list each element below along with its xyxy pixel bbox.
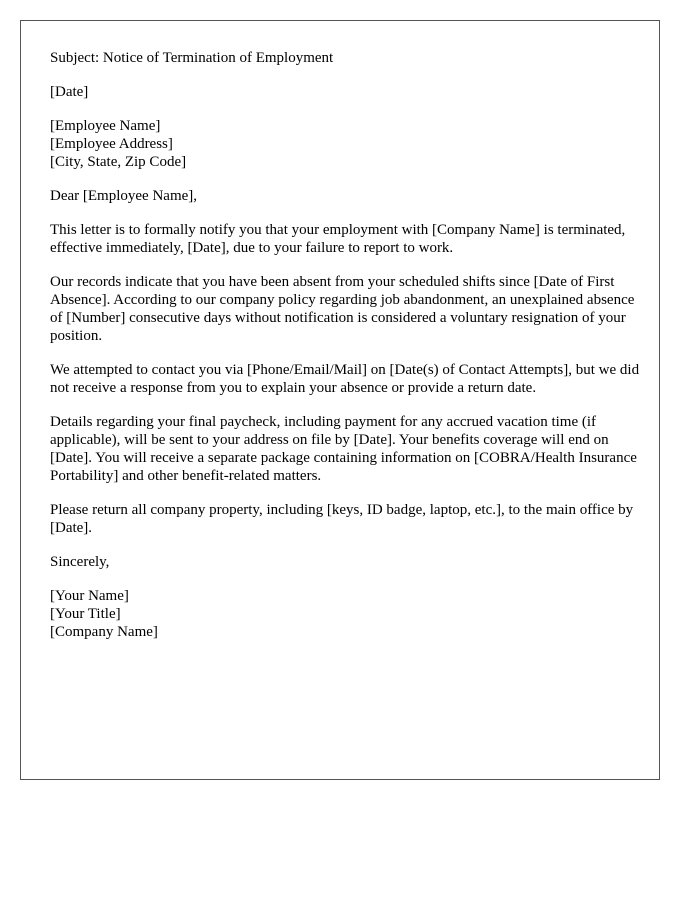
letter-body xyxy=(50,49,640,657)
paragraph-final-pay: Details regarding your final paycheck, including payment for any accrued vacation time (if applicable), will be sent to your address on file by [Date]. Your benefits coverage will end on [Date]. You will receive a separate package containing information on [COBRA/Health Insurance Portability] and other benefit-related matters. xyxy=(50,414,637,484)
signature-company: [Company Name] xyxy=(50,624,158,640)
paragraph-records: Our records indicate that you have been absent from your scheduled shifts since [Date of First Absence]. According to our company policy regarding job abandonment, an unexplained absence of [Number] consecutive days without notification is considered a voluntary resignation of your position. xyxy=(50,274,635,344)
salutation: Dear [Employee Name], xyxy=(50,188,198,204)
signature-name: [Your Name] xyxy=(50,588,129,604)
paragraph-contact-attempts: We attempted to contact you via [Phone/Email/Mail] on [Date(s) of Contact Attempts], but we did not receive a response from you to explain your absence or provide a return date. xyxy=(50,362,640,396)
letter-date: [Date] xyxy=(50,84,89,100)
signature-block xyxy=(50,587,640,641)
recipient-block xyxy=(50,117,640,171)
paragraph-return-property: Please return all company property, including [keys, ID badge, laptop, etc.], to the main office by [Date]. xyxy=(50,502,634,536)
paragraph-notice: This letter is to formally notify you that your employment with [Company Name] is terminated, effective immediately, [Date], due to your failure to report to work. xyxy=(50,222,626,256)
closing: Sincerely, xyxy=(50,554,110,570)
recipient-address: [Employee Address] xyxy=(50,136,173,152)
recipient-city: [City, State, Zip Code] xyxy=(50,154,187,170)
recipient-name: [Employee Name] xyxy=(50,118,161,134)
signature-title: [Your Title] xyxy=(50,606,121,622)
subject-line: Subject: Notice of Termination of Employment xyxy=(50,50,334,66)
letter-page xyxy=(20,20,660,780)
